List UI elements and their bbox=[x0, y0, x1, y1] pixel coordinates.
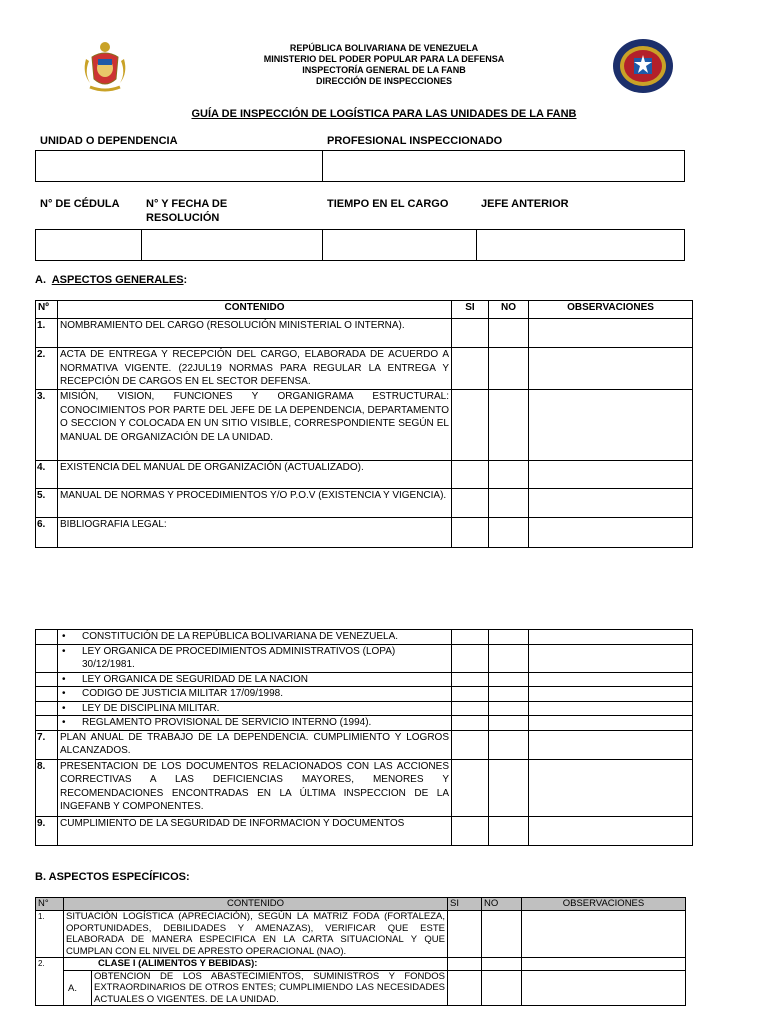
no-cell[interactable] bbox=[489, 672, 529, 687]
row-num: 2. bbox=[36, 348, 58, 390]
obs-cell[interactable] bbox=[522, 970, 686, 1006]
resolucion-label-line-1: N° Y FECHA DE bbox=[146, 198, 228, 210]
table-row bbox=[36, 489, 693, 518]
inspectoria-seal-emblem bbox=[612, 38, 674, 94]
table-row bbox=[36, 816, 693, 845]
row-num: 1. bbox=[36, 319, 58, 348]
si-cell[interactable] bbox=[452, 319, 489, 348]
b-col-contenido-header: CONTENIDO bbox=[64, 898, 448, 911]
table-row bbox=[36, 730, 693, 759]
obs-cell[interactable] bbox=[529, 716, 693, 731]
no-cell[interactable] bbox=[489, 716, 529, 731]
obs-cell[interactable] bbox=[529, 759, 693, 816]
bullet-row bbox=[36, 701, 693, 716]
row-text: MANUAL DE NORMAS Y PROCEDIMIENTOS Y/O P.O.V (EXISTENCIA Y VIGENCIA). bbox=[58, 489, 452, 518]
header-line-2: MINISTERIO DEL PODER POPULAR PARA LA DEFENSA bbox=[263, 54, 505, 64]
cedula-label: N° DE CÉDULA bbox=[40, 198, 120, 210]
row-num: 4. bbox=[36, 461, 58, 489]
unidad-field[interactable] bbox=[35, 150, 323, 182]
page-title: GUÍA DE INSPECCIÓN DE LOGÍSTICA PARA LAS UNIDADES DE LA FANB bbox=[191, 108, 577, 120]
resolucion-field[interactable] bbox=[141, 229, 323, 261]
si-cell[interactable] bbox=[448, 911, 482, 958]
cedula-field[interactable] bbox=[35, 229, 142, 261]
section-b-heading: B. ASPECTOS ESPECÍFICOS: bbox=[35, 871, 190, 883]
bullet-text: CODIGO DE JUSTICIA MILITAR 17/09/1998. bbox=[82, 688, 283, 699]
si-cell[interactable] bbox=[452, 630, 489, 645]
obs-cell[interactable] bbox=[529, 672, 693, 687]
col-si-header: SI bbox=[452, 301, 489, 319]
table-row bbox=[36, 461, 693, 489]
no-cell[interactable] bbox=[489, 390, 529, 461]
no-cell[interactable] bbox=[489, 630, 529, 645]
bullet-icon: • bbox=[62, 702, 66, 714]
profesional-field[interactable] bbox=[322, 150, 685, 182]
row-text: PRESENTACION DE LOS DOCUMENTOS RELACIONADOS CON LAS ACCIONES CORRECTIVAS A LAS DEFICIENCIAS MAYORES, MENORES Y RECOMENDACIONES ENCONTRADAS EN LA ÚLTIMA INSPECCION DE LA INGEFANB Y COMPONENTES. bbox=[58, 759, 452, 816]
row-num: 7. bbox=[36, 730, 58, 759]
row-text: OBTENCION DE LOS ABASTECIMIENTOS, SUMINISTROS Y FONDOS EXTRAORDINARIOS DE OTROS ENTES; CUMPLIMIENDO LAS NECESIDADES ACTUALES O VIGENTES. DE LA UNIDAD. bbox=[94, 970, 445, 1005]
si-cell[interactable] bbox=[452, 672, 489, 687]
no-cell[interactable] bbox=[489, 348, 529, 390]
si-cell[interactable] bbox=[452, 461, 489, 489]
section-a-title: ASPECTOS GENERALES bbox=[51, 274, 184, 286]
obs-cell[interactable] bbox=[529, 701, 693, 716]
section-b-table bbox=[35, 897, 686, 1006]
si-cell[interactable] bbox=[452, 816, 489, 845]
no-cell[interactable] bbox=[482, 970, 522, 1006]
bullet-text: LEY DE DISCIPLINA MILITAR. bbox=[82, 702, 220, 714]
table-row bbox=[36, 319, 693, 348]
no-cell[interactable] bbox=[482, 958, 522, 971]
no-cell[interactable] bbox=[489, 489, 529, 518]
si-cell[interactable] bbox=[452, 348, 489, 390]
row-num: 2. bbox=[36, 958, 64, 1006]
table-row bbox=[36, 970, 686, 1006]
si-cell[interactable] bbox=[452, 701, 489, 716]
col-obs-header: OBSERVACIONES bbox=[529, 301, 693, 319]
table-row bbox=[36, 348, 693, 390]
jefe-label: JEFE ANTERIOR bbox=[481, 198, 569, 210]
si-cell[interactable] bbox=[452, 730, 489, 759]
row-num: 6. bbox=[36, 518, 58, 548]
section-a-heading bbox=[35, 274, 187, 286]
no-cell[interactable] bbox=[482, 911, 522, 958]
table-row bbox=[36, 958, 686, 971]
si-cell[interactable] bbox=[448, 958, 482, 971]
bullet-icon: • bbox=[62, 631, 66, 642]
header-line-1: REPÚBLICA BOLIVARIANA DE VENEZUELA bbox=[289, 43, 479, 53]
si-cell[interactable] bbox=[452, 687, 489, 702]
row-text: NOMBRAMIENTO DEL CARGO (RESOLUCIÓN MINISTERIAL O INTERNA). bbox=[58, 319, 452, 348]
row-letter: A. bbox=[64, 971, 92, 1006]
row-text: EXISTENCIA DEL MANUAL DE ORGANIZACIÓN (ACTUALIZADO). bbox=[58, 461, 452, 489]
obs-cell[interactable] bbox=[529, 348, 693, 390]
bullet-text: LEY ORGANICA DE PROCEDIMIENTOS ADMINISTRATIVOS (LOPA) bbox=[82, 645, 396, 657]
col-num-header: Nº bbox=[36, 301, 58, 319]
header-line-3: INSPECTORÍA GENERAL DE LA FANB bbox=[302, 65, 466, 75]
bullet-icon: • bbox=[62, 717, 66, 728]
b-col-no-header: NO bbox=[482, 898, 522, 911]
si-cell[interactable] bbox=[452, 489, 489, 518]
obs-cell[interactable] bbox=[529, 687, 693, 702]
si-cell[interactable] bbox=[452, 759, 489, 816]
obs-cell[interactable] bbox=[529, 816, 693, 845]
resolucion-label-line-2: RESOLUCIÓN bbox=[146, 212, 220, 224]
row-num: 8. bbox=[36, 759, 58, 816]
si-cell[interactable] bbox=[448, 970, 482, 1006]
obs-cell[interactable] bbox=[529, 630, 693, 645]
bullet-icon: • bbox=[62, 688, 66, 699]
section-a-prefix: A. bbox=[35, 274, 46, 286]
bullet-text: CONSTITUCIÓN DE LA REPÚBLICA BOLIVARIANA DE VENEZUELA. bbox=[82, 631, 399, 642]
section-a-colon: : bbox=[183, 274, 188, 286]
row-num: 3. bbox=[36, 390, 58, 461]
obs-cell[interactable] bbox=[522, 911, 686, 958]
obs-cell[interactable] bbox=[522, 958, 686, 971]
header-line-4: DIRECCIÓN DE INSPECCIONES bbox=[315, 76, 453, 86]
tiempo-field[interactable] bbox=[322, 229, 477, 261]
row-num: 1. bbox=[36, 911, 64, 958]
row-num: 9. bbox=[36, 816, 58, 845]
row-text: BIBLIOGRAFIA LEGAL: bbox=[58, 518, 452, 548]
no-cell[interactable] bbox=[489, 759, 529, 816]
si-cell[interactable] bbox=[452, 390, 489, 461]
section-a-table bbox=[35, 300, 693, 548]
no-cell[interactable] bbox=[489, 701, 529, 716]
obs-cell[interactable] bbox=[529, 461, 693, 489]
bullet-text: REGLAMENTO PROVISIONAL DE SERVICIO INTERNO (1994). bbox=[82, 717, 372, 728]
no-cell[interactable] bbox=[489, 461, 529, 489]
obs-cell[interactable] bbox=[529, 644, 693, 672]
col-contenido-header: CONTENIDO bbox=[58, 301, 452, 319]
table-row bbox=[36, 911, 686, 958]
row-text: MISIÓN, VISION, FUNCIONES Y ORGANIGRAMA ESTRUCTURAL: CONOCIMIENTOS POR PARTE DEL JEFE DE LA DEPENDENCIA, DEPARTAMENTO O SECCION Y COLOCADA EN UN SITIO VISIBLE, CORRESPONDIENTE SEGÚN EL MANUAL DE ORGANIZACIÓN DE LA UNIDAD. bbox=[58, 390, 452, 461]
bullet-row bbox=[36, 644, 693, 672]
bullet-row bbox=[36, 672, 693, 687]
bullet-row bbox=[36, 716, 693, 731]
row-num: 5. bbox=[36, 489, 58, 518]
no-cell[interactable] bbox=[489, 319, 529, 348]
bullet-text-continued: 30/12/1981. bbox=[82, 659, 135, 670]
row-text: CLASE I (ALIMENTOS Y BEBIDAS): bbox=[64, 958, 448, 971]
section-a-table-continued bbox=[35, 629, 693, 846]
no-cell[interactable] bbox=[489, 644, 529, 672]
no-cell[interactable] bbox=[489, 518, 529, 548]
obs-cell[interactable] bbox=[529, 730, 693, 759]
bullet-row bbox=[36, 630, 693, 645]
obs-cell[interactable] bbox=[529, 390, 693, 461]
no-cell[interactable] bbox=[489, 730, 529, 759]
b-col-num-header: N° bbox=[36, 898, 64, 911]
si-cell[interactable] bbox=[452, 716, 489, 731]
resolucion-label bbox=[146, 197, 227, 225]
b-col-obs-header: OBSERVACIONES bbox=[522, 898, 686, 911]
profesional-label: PROFESIONAL INSPECCIONADO bbox=[327, 135, 503, 147]
unidad-label: UNIDAD O DEPENDENCIA bbox=[40, 135, 178, 147]
bullet-icon: • bbox=[62, 673, 66, 685]
si-cell[interactable] bbox=[452, 518, 489, 548]
table-row bbox=[36, 518, 693, 548]
row-text: SITUACIÓN LOGÍSTICA (APRECIACIÓN), SEGÚN LA MATRIZ FODA (FORTALEZA, OPORTUNIDADES, DEBILIDADES Y AMENAZAS), VERIFICAR QUE ESTE ELABORADA DE MANERA ESPECIFICA EN LA CARTA SITUACIONAL Y QUE CUMPLAN CON EL NIVEL DE APRESTO OPERACIONAL (NAO). bbox=[64, 911, 448, 958]
jefe-field[interactable] bbox=[476, 229, 685, 261]
row-text: ACTA DE ENTREGA Y RECEPCIÓN DEL CARGO, ELABORADA DE ACUERDO A NORMATIVA VIGENTE. (22JUL19 NORMAS PARA REGULAR LA ENTREGA Y RECEPCIÓN DE CARGOS EN EL SECTOR DEFENSA. bbox=[58, 348, 452, 390]
b-col-si-header: SI bbox=[448, 898, 482, 911]
obs-cell[interactable] bbox=[529, 518, 693, 548]
col-no-header: NO bbox=[489, 301, 529, 319]
obs-cell[interactable] bbox=[529, 319, 693, 348]
no-cell[interactable] bbox=[489, 816, 529, 845]
table-row bbox=[36, 759, 693, 816]
row-text: PLAN ANUAL DE TRABAJO DE LA DEPENDENCIA. CUMPLIMIENTO Y LOGROS ALCANZADOS. bbox=[58, 730, 452, 759]
obs-cell[interactable] bbox=[529, 489, 693, 518]
no-cell[interactable] bbox=[489, 687, 529, 702]
tiempo-label: TIEMPO EN EL CARGO bbox=[327, 198, 449, 210]
bullet-text: LEY ORGANICA DE SEGURIDAD DE LA NACION bbox=[82, 673, 308, 685]
row-text: CUMPLIMIENTO DE LA SEGURIDAD DE INFORMACION Y DOCUMENTOS bbox=[58, 816, 452, 845]
table-row bbox=[36, 390, 693, 461]
bullet-row bbox=[36, 687, 693, 702]
si-cell[interactable] bbox=[452, 644, 489, 672]
bullet-icon: • bbox=[62, 645, 66, 657]
